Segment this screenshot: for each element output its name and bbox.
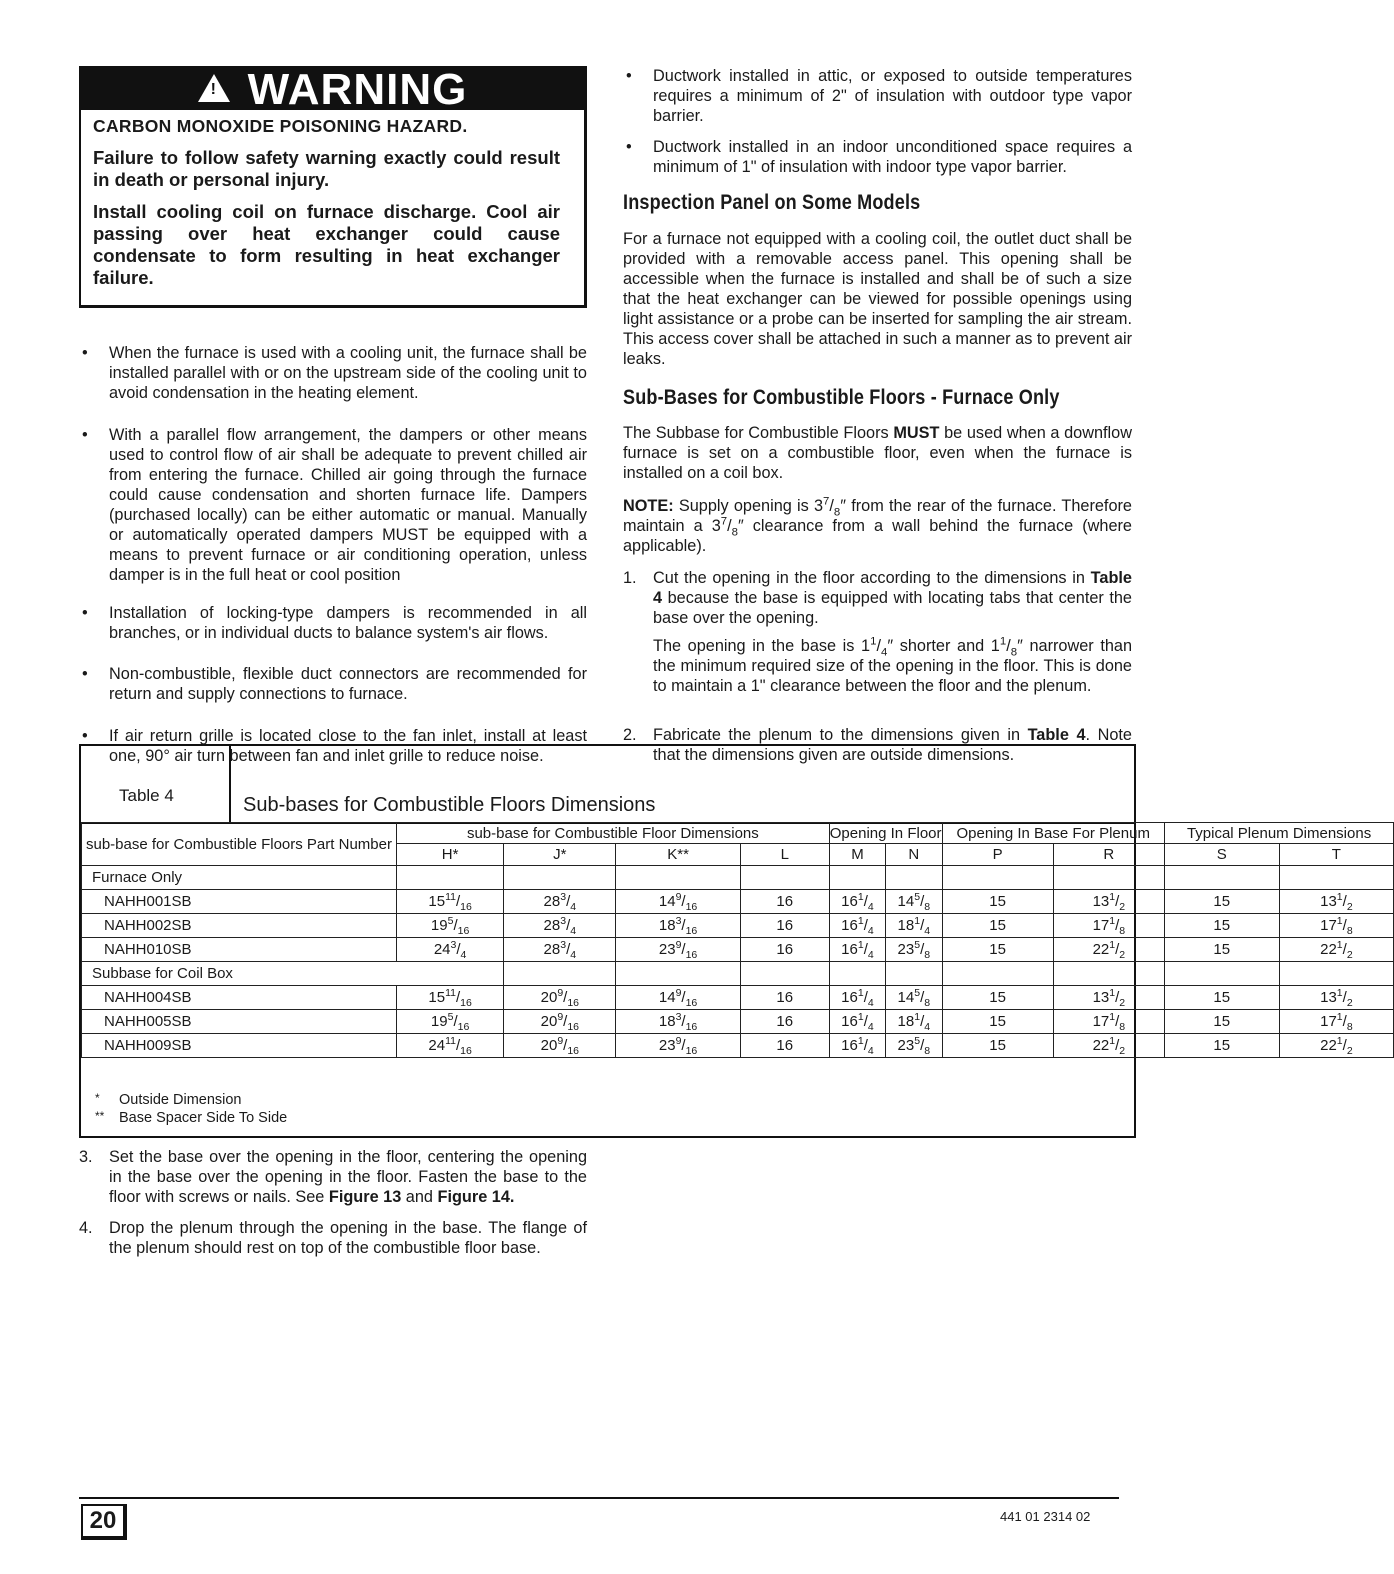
dimension-cell-k: $14^9/_{16}$ [616,986,740,1010]
dimension-cell-h: $19^5/_{16}$ [396,914,503,938]
column-header: N [886,844,942,866]
dimension-cell-s: 15 [1164,986,1279,1010]
warning-triangle-icon: ! [198,74,230,102]
dimension-cell-h: $15^{11}/_{16}$ [396,890,503,914]
part-number-cell: NAHH001SB [82,890,397,914]
bullet-text: When the furnace is used with a cooling unit, the furnace shall be installed parallel with or on the upstream side of the cooling unit to avoid condensation in the heating element. [109,344,587,402]
dimension-cell-k: $23^9/_{16}$ [616,938,740,962]
column-header: M [829,844,885,866]
list-item: • Non-combustible, flexible duct connectors are recommended for return and supply connections to furnace. [82,665,587,703]
dimension-cell-r: $17^1/_8$ [1053,1010,1164,1034]
part-number-cell: NAHH010SB [82,938,397,962]
dimensions-table [81,822,1394,1058]
table-row [82,1034,1394,1058]
dimension-cell-n: $23^5/_8$ [886,1034,942,1058]
dimension-cell-s: 15 [1164,914,1279,938]
dimension-cell-r: $22^1/_2$ [1053,1034,1164,1058]
dimension-cell-j: $28^3/_4$ [504,890,616,914]
dimension-cell-m: $16^1/_4$ [829,938,885,962]
subbases-note: NOTE: Supply opening is $3^7/_8''$ from the rear of the furnace. Therefore maintain a $3^7/_8''$ clearance from a wall behind the furnace (where applicable). [623,495,1132,555]
list-item: • Installation of locking-type dampers is recommended in all branches, or in individual ducts to balance system's air flows. [82,604,587,642]
dimension-cell-j: $20^9/_{16}$ [504,1010,616,1034]
list-item: • If air return grille is located close to the fan inlet, install at least one, 90° air turn between fan and inlet grille to reduce noise. [82,727,587,765]
dimension-cell-n: $14^5/_8$ [886,986,942,1010]
part-number-header: sub-base for Combustible Floors Part Number [82,823,397,866]
column-header: P [942,844,1053,866]
dimension-cell-s: 15 [1164,1034,1279,1058]
table-row [82,938,1394,962]
dimension-cell-k: $14^9/_{16}$ [616,890,740,914]
part-number-cell: NAHH004SB [82,986,397,1010]
dimension-cell-l: 16 [740,1034,829,1058]
dimension-cell-r: $22^1/_2$ [1053,938,1164,962]
inspection-heading: Inspection Panel on Some Models [623,191,921,214]
footnote: ** Base Spacer Side To Side [95,1109,288,1126]
dimension-cell-s: 15 [1164,890,1279,914]
dimension-cell-l: 16 [740,914,829,938]
column-header: K** [616,844,740,866]
column-header: J* [504,844,616,866]
column-header: R [1053,844,1164,866]
warning-text-2: Install cooling coil on furnace discharge. Cool air passing over heat exchanger could cause condensate to form resulting in heat exchanger failure. [93,201,560,288]
table-4 [79,744,1372,1138]
bullet-text: Ductwork installed in an indoor unconditioned space requires a minimum of 1" of insulation with indoor type vapor barrier. [653,138,1132,176]
dimension-cell-t: $13^1/_2$ [1279,890,1394,914]
table-footnotes [81,1091,287,1127]
bullet-text: Non-combustible, flexible duct connectors are recommended for return and supply connections to furnace. [109,665,587,703]
dimension-cell-j: $28^3/_4$ [504,938,616,962]
part-number-cell: NAHH002SB [82,914,397,938]
column-header: L [740,844,829,866]
subbases-heading: Sub-Bases for Combustible Floors - Furnace Only [623,386,1060,409]
warning-title: WARNING [247,65,468,114]
dimension-cell-t: $17^1/_8$ [1279,914,1394,938]
dimension-cell-k: $23^9/_{16}$ [616,1034,740,1058]
bullet-text: Installation of locking-type dampers is recommended in all branches, or in individual ducts to balance system's air flows. [109,604,587,642]
dimension-cell-s: 15 [1164,938,1279,962]
dimension-cell-t: $13^1/_2$ [1279,986,1394,1010]
dimension-cell-j: $20^9/_{16}$ [504,986,616,1010]
dimension-cell-p: 15 [942,1010,1053,1034]
bullet-text: With a parallel flow arrangement, the dampers or other means used to control flow of air shall be adequate to prevent chilled air from entering the furnace. Chilled air going through the furnace could cause condensation and shorten furnace life. Dampers (purchased locally) can be either automatic or manual. Manually or automatically operated dampers MUST be equipped with a means to prevent furnace or air conditioning operation, unless damper is in the full heat or cool position [109,426,587,584]
dimension-cell-l: 16 [740,1010,829,1034]
dimension-cell-p: 15 [942,1034,1053,1058]
page-number: 20 [81,1504,127,1540]
furnace-only-rows [82,890,1394,962]
dimension-cell-l: 16 [740,890,829,914]
step-3: 3. Set the base over the opening in the floor, centering the opening in the base over the opening in the floor. Fasten the base to the floor with screws or nails. See Figure 13 and Figure 14. [79,1148,587,1206]
bullet-text: Ductwork installed in attic, or exposed to outside temperatures requires a minimum of 2" of insulation with outdoor type vapor barrier. [653,67,1132,125]
dimension-cell-h: $19^5/_{16}$ [396,1010,503,1034]
table-header [81,746,1134,824]
table-label: Table 4 [81,746,231,822]
step-2: 2. Fabricate the plenum to the dimensions given in Table 4. Note that the dimensions given are outside dimensions. [623,726,1132,764]
warning-box [79,66,587,308]
dimension-cell-m: $16^1/_4$ [829,986,885,1010]
table-title: Sub-bases for Combustible Floors Dimensions [243,794,656,816]
dimension-cell-n: $18^1/_4$ [886,914,942,938]
table-group-header-row [82,823,1394,844]
warning-banner [81,65,584,114]
dimension-cell-h: $24^3/_4$ [396,938,503,962]
opening-floor-header: Opening In Floor [829,824,942,842]
coil-box-rows [82,986,1394,1058]
column-header: H* [396,844,503,866]
table-section-row [82,962,1394,986]
column-header: S [1164,844,1279,866]
dimension-cell-p: 15 [942,890,1053,914]
dimension-cell-s: 15 [1164,1010,1279,1034]
footer-divider [79,1497,1119,1499]
step-4: 4. Drop the plenum through the opening in the base. The flange of the plenum should rest on top of the combustible floor base. [79,1219,587,1257]
list-item: • With a parallel flow arrangement, the dampers or other means used to control flow of air shall be adequate to prevent chilled air from entering the furnace. Chilled air going through the furnace could cause condensation and shorten furnace life. Dampers (purchased locally) can be either automatic or manual. Manually or automatically operated dampers MUST be equipped with a means to prevent furnace or air conditioning operation, unless damper is in the full heat or cool position [82,426,587,584]
dimension-cell-p: 15 [942,938,1053,962]
dimension-cell-r: $17^1/_8$ [1053,914,1164,938]
dimension-cell-n: $18^1/_4$ [886,1010,942,1034]
dimension-cell-n: $23^5/_8$ [886,938,942,962]
opening-base-header: Opening In Base For Plenum [942,823,1164,844]
step-1: 1. Cut the opening in the floor according to the dimensions in Table 4 because the base is equipped with locating tabs that center the base over the opening. The opening in the base is $1^1/_4''$ shorter and $1^1/_8''$ narrower than the minimum required size of the opening in the floor. This is done to maintain a 1" clearance between the floor and the plenum. [623,569,1133,695]
section-label: Furnace Only [82,866,397,890]
list-item: • Ductwork installed in attic, or exposed to outside temperatures requires a minimum of 2" of insulation with outdoor type vapor barrier. [626,67,1132,125]
warning-text-1: Failure to follow safety warning exactly could result in death or personal injury. [93,147,560,190]
dimension-cell-h: $15^{11}/_{16}$ [396,986,503,1010]
subbases-paragraph: The Subbase for Combustible Floors MUST be used when a downflow furnace is set on a combustible floor, even when the furnace is installed on a coil box. [623,424,1132,482]
table-row [82,1010,1394,1034]
column-header: T [1279,844,1394,866]
document-number: 441 01 2314 02 [1000,1509,1091,1524]
dimension-cell-m: $16^1/_4$ [829,890,885,914]
bullet-text: If air return grille is located close to the fan inlet, install at least one, 90° air turn between fan and inlet grille to reduce noise. [109,727,587,765]
dimension-cell-r: $13^1/_2$ [1053,986,1164,1010]
table-row [82,986,1394,1010]
dimension-cell-t: $17^1/_8$ [1279,1010,1394,1034]
plenum-header: Typical Plenum Dimensions [1164,823,1393,844]
list-item: • Ductwork installed in an indoor unconditioned space requires a minimum of 1" of insulation with indoor type vapor barrier. [626,138,1132,176]
part-number-cell: NAHH005SB [82,1010,397,1034]
dimension-cell-h: $24^{11}/_{16}$ [396,1034,503,1058]
table-row [82,914,1394,938]
dimension-cell-r: $13^1/_2$ [1053,890,1164,914]
section-label: Subbase for Coil Box [82,962,504,986]
dimension-cell-t: $22^1/_2$ [1279,1034,1394,1058]
dimension-cell-p: 15 [942,914,1053,938]
dimension-cell-m: $16^1/_4$ [829,914,885,938]
table-row [82,890,1394,914]
floor-dims-header: sub-base for Combustible Floor Dimensions [396,823,829,844]
list-item: • When the furnace is used with a cooling unit, the furnace shall be installed parallel with or on the upstream side of the cooling unit to avoid condensation in the heating element. [82,344,587,402]
footnote: * Outside Dimension [95,1091,242,1108]
dimension-cell-m: $16^1/_4$ [829,1034,885,1058]
dimension-cell-j: $20^9/_{16}$ [504,1034,616,1058]
part-number-cell: NAHH009SB [82,1034,397,1058]
table-section-row [82,866,1394,890]
warning-heading: CARBON MONOXIDE POISONING HAZARD. [93,116,468,136]
dimension-cell-k: $18^3/_{16}$ [616,914,740,938]
dimension-cell-p: 15 [942,986,1053,1010]
dimension-cell-t: $22^1/_2$ [1279,938,1394,962]
dimension-cell-n: $14^5/_8$ [886,890,942,914]
inspection-text: For a furnace not equipped with a cooling coil, the outlet duct shall be provided with a removable access panel. This opening shall be accessible when the furnace is installed and shall be of such a size that the heat exchanger can be viewed for possible openings using light assistance or a probe can be inserted for sampling the air stream. This access cover shall be attached in such a manner as to prevent air leaks. [623,230,1132,368]
dimension-cell-l: 16 [740,986,829,1010]
dimension-cell-m: $16^1/_4$ [829,1010,885,1034]
dimension-cell-l: 16 [740,938,829,962]
dimension-cell-j: $28^3/_4$ [504,914,616,938]
dimension-cell-k: $18^3/_{16}$ [616,1010,740,1034]
